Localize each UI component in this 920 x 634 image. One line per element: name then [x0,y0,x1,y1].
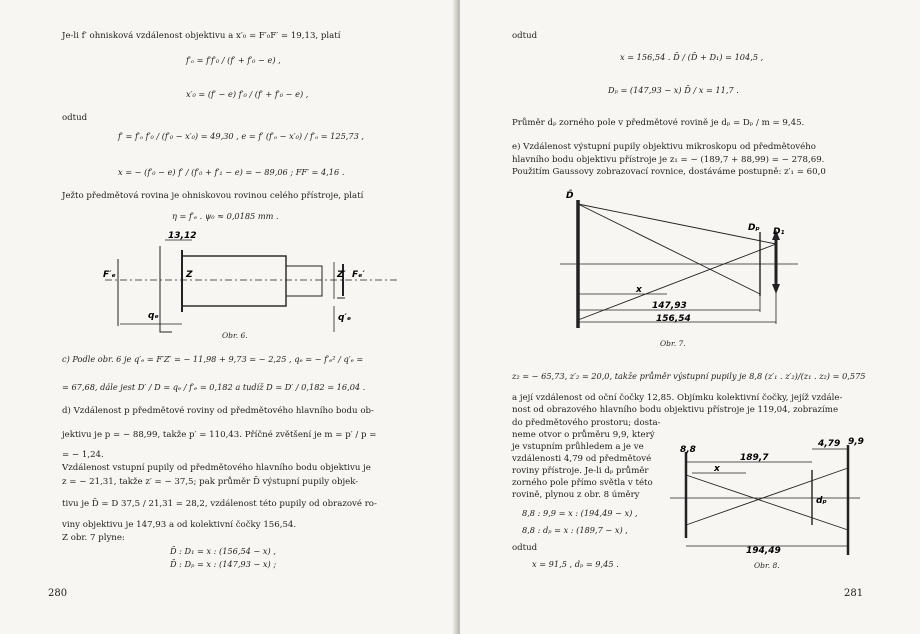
fig6-label-1312: 13,12 [168,231,197,241]
text-line: Ježto předmětová rovina je ohniskovou rovinou celého přístroje, platí [62,191,364,201]
text-line: d) Vzdálenost p předmětové roviny od předmětového hlavního bodu ob- [62,406,374,416]
text-line: odtud [512,543,538,553]
text-line: odtud [512,31,538,41]
text-line: Je-li f′ ohnisková vzdálenost objektivu a x′₀ = F′₀F′ = 19,13, platí [62,31,341,41]
fig7-label-14793: 147,93 [652,301,687,311]
page-number: 281 [844,588,864,599]
text-line: Průměr dₚ zorného pole v předmětové rovině je dₚ = Dₚ / m = 9,45. [512,118,805,128]
left-page [0,0,457,634]
fig6-label-qe: qₑ [148,311,159,321]
equation: 8,8 : dₚ = x : (189,7 − x) , [522,525,628,535]
fig7-label-d1: D₁ [773,227,785,237]
figure-caption: Obr. 6. [222,331,248,340]
text-line: a její vzdálenost od oční čočky 12,85. Objímku kolektivní čočky, jejíž vzdále- [512,393,843,403]
text-line: tivu je D̄ = D 37,5 / 21,31 = 28,2, vzdálenost této pupily od obrazové ro- [62,499,377,509]
text-line: Z obr. 7 plyne: [62,533,125,543]
text-line: jektivu je p = − 88,99, takže p′ = 110,43. Příčné zvětšení je m = p′ / p = [62,430,377,440]
figure-caption: Obr. 7. [660,339,686,348]
text-line: hlavního bodu objektivu přístroje je z₁ = − (189,7 + 88,99) = − 278,69. [512,155,825,165]
fig7-label-x: x [636,285,642,295]
fig6-label-z: Z [186,270,193,280]
equation: f′ = f′ₒ f′₀ / (f′₀ − x′₀) = 49,30 , e = f′ (f′ₒ − x′₀) / f′ₒ = 125,73 , [118,131,365,141]
text-line: e) Vzdálenost výstupní pupily objektivu mikroskopu od předmětového [512,142,816,152]
text-line: rovině, plynou z obr. 8 úměry [512,490,640,500]
text-line: odtud [62,113,88,123]
text-line: do předmětového prostoru; dosta- [512,418,661,428]
text-line: roviny přístroje. Je-li dₚ průměr [512,466,649,476]
text-line: neme otvor o průměru 9,9, který [512,430,655,440]
text-line: Vzdálenost vstupní pupily od předmětového hlavního bodu objektivu je [62,463,371,473]
text-line: viny objektivu je 147,93 a od kolektivní čočky 156,54. [62,520,297,530]
text-line: nost od obrazového hlavního bodu objektivu přístroje je 119,04, zobrazíme [512,405,839,415]
fig8-label-x: x [714,464,720,474]
fig6-label-fe-prime: Fₑ′ [352,270,365,280]
fig8-label-99: 9,9 [848,437,864,447]
fig7-label-dbar: D̄ [566,191,574,201]
fig6-label-z-prime: Z′ [337,270,346,280]
text-line: c) Podle obr. 6 je q′ₑ = F′Z′ = − 11,98 + 9,73 = − 2,25 , qₑ = − f′ₑ² / q′ₑ = [62,354,364,364]
equation: 8,8 : 9,9 = x : (194,49 − x) , [522,508,638,518]
text-line: = − 1,24. [62,450,104,460]
equation: η = f′ₑ . ψ₀ ≈ 0,0185 mm . [172,211,279,221]
fig7-label-dp: Dₚ [748,223,760,233]
equation: x = − (f′₀ − e) f′ / (f′₀ + f′₁ − e) = − 89,06 ; FF′ = 4,16 . [118,167,345,177]
fig8-label-479: 4,79 [818,439,841,449]
text-line: je vstupním průhledem a je ve [512,442,644,452]
equation: x′₀ = (f′ − e) f′₀ / (f′ + f′₀ − e) , [186,89,309,99]
text-line: = 67,68, dále jest D′ / D = qₑ / f′ₑ = 0,182 a tudíž D = D′ / 0,182 = 16,04 . [62,382,366,392]
equation: f′ₒ = f′f′₀ / (f′ + f′₀ − e) , [186,55,281,65]
fig8-label-88: 8,8 [680,445,696,455]
fig7-label-15654: 156,54 [656,314,691,324]
right-page [460,0,920,634]
fig8-label-dp: dₚ [816,496,827,506]
fig8-label-1897: 189,7 [740,453,769,463]
fig6-label-fe: F′ₑ [103,270,116,280]
page-number: 280 [48,588,68,599]
fig8-label-19449: 194,49 [746,546,781,556]
equation: Dₚ = (147,93 − x) D̄ / x = 11,7 . [608,85,739,95]
equation: x = 91,5 , dₚ = 9,45 . [532,559,619,569]
equation: D̄ : Dₚ = x : (147,93 − x) ; [170,559,277,569]
text-line: zorného pole přímo světla v této [512,478,653,488]
text-line: z₂ = − 65,73, z′₂ = 20,0, takže průměr výstupní pupily je 8,8 (z′₁ . z′₂)/(z₁ . z₂) = 0,575 [512,371,866,381]
text-line: Použitím Gaussovy zobrazovací rovnice, dostáváme postupně: z′₁ = 60,0 [512,167,826,177]
text-line: vzdálenosti 4,79 od předmětové [512,454,652,464]
figure-8 [460,0,920,634]
fig6-label-qe-prime: q′ₑ [338,313,352,323]
text-line: z = − 21,31, takže z′ = − 37,5; pak průměr D̄ výstupní pupily objek- [62,477,359,487]
figure-caption: Obr. 8. [754,561,780,570]
equation: D̄ : D₁ = x : (156,54 − x) , [170,546,276,556]
equation: x = 156,54 . D̄ / (D̄ + D₁) = 104,5 , [620,52,764,62]
